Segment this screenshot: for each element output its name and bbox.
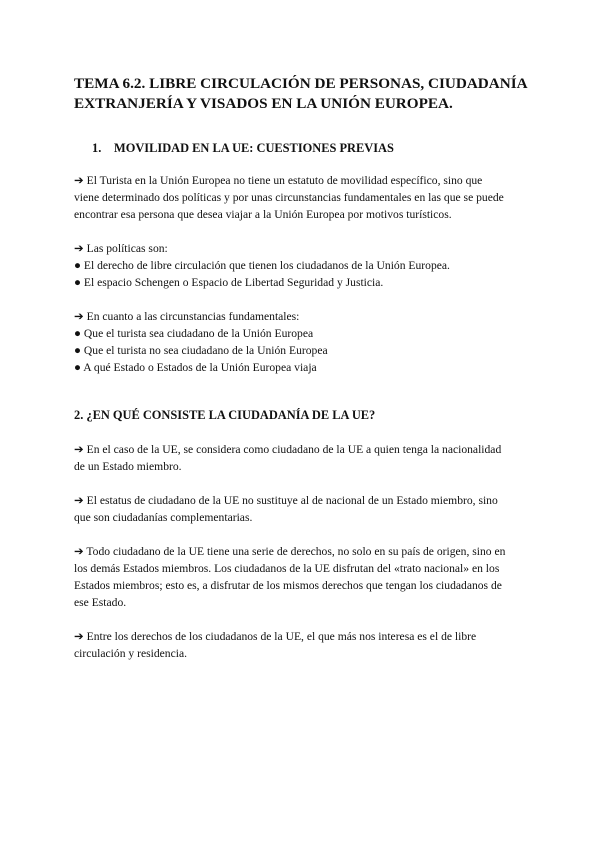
text-line: que son ciudadanías complementarias. — [74, 511, 253, 524]
title-line-1: TEMA 6.2. LIBRE CIRCULACIÓN DE PERSONAS, CIUDADANÍA — [74, 75, 528, 92]
text-line: ➔ Todo ciudadano de la UE tiene una serie de derechos, no solo en su país de origen, sino en — [74, 545, 506, 558]
policies-lead: ➔ Las políticas son: — [74, 242, 168, 255]
text-line: circulación y residencia. — [74, 647, 187, 660]
list-item: ● El espacio Schengen o Espacio de Libertad Seguridad y Justicia. — [74, 276, 384, 289]
section-1-heading — [92, 140, 534, 156]
text-line: ➔ En el caso de la UE, se considera como ciudadano de la UE a quien tenga la nacionalidad — [74, 443, 502, 456]
title-line-2: EXTRANJERÍA Y VISADOS EN LA UNIÓN EUROPEA. — [74, 95, 453, 112]
section-spacer — [74, 393, 534, 407]
text-line: los demás Estados miembros. Los ciudadanos de la UE disfrutan del «trato nacional» en los — [74, 562, 500, 575]
circumstances-list — [74, 308, 534, 376]
list-item: ● El derecho de libre circulación que tienen los ciudadanos de la Unión Europea. — [74, 259, 450, 272]
section-2-paragraph-4 — [74, 628, 534, 662]
policies-list — [74, 240, 534, 291]
section-2-paragraph-2 — [74, 492, 534, 526]
list-item: ● Que el turista no sea ciudadano de la Unión Europea — [74, 344, 328, 357]
section-1-title: MOVILIDAD EN LA UE: CUESTIONES PREVIAS — [114, 141, 394, 155]
document-title — [74, 74, 534, 114]
list-item: ● A qué Estado o Estados de la Unión Europea viaja — [74, 361, 317, 374]
section-2-paragraph-1 — [74, 441, 534, 475]
section-2-heading: 2. ¿EN QUÉ CONSISTE LA CIUDADANÍA DE LA UE? — [74, 408, 376, 422]
section-1-number: 1. — [92, 141, 102, 155]
document-body — [74, 74, 534, 679]
section-1-intro — [74, 172, 534, 223]
text-line: ➔ Entre los derechos de los ciudadanos de la UE, el que más nos interesa es el de libre — [74, 630, 477, 643]
text-line: de un Estado miembro. — [74, 460, 182, 473]
list-item: ● Que el turista sea ciudadano de la Unión Europea — [74, 327, 314, 340]
text-line: encontrar esa persona que desea viajar a la Unión Europea por motivos turísticos. — [74, 208, 452, 221]
text-line: Estados miembros; esto es, a disfrutar de los mismos derechos que tengan los ciudadanos de — [74, 579, 502, 592]
section-2-paragraph-3 — [74, 543, 534, 611]
text-line: ➔ El Turista en la Unión Europea no tiene un estatuto de movilidad específico, sino que — [74, 174, 483, 187]
text-line: viene determinado dos políticas y por unas circunstancias fundamentales en las que se puede — [74, 191, 504, 204]
text-line: ese Estado. — [74, 596, 127, 609]
circumstances-lead: ➔ En cuanto a las circunstancias fundamentales: — [74, 310, 300, 323]
text-line: ➔ El estatus de ciudadano de la UE no sustituye al de nacional de un Estado miembro, sino — [74, 494, 498, 507]
